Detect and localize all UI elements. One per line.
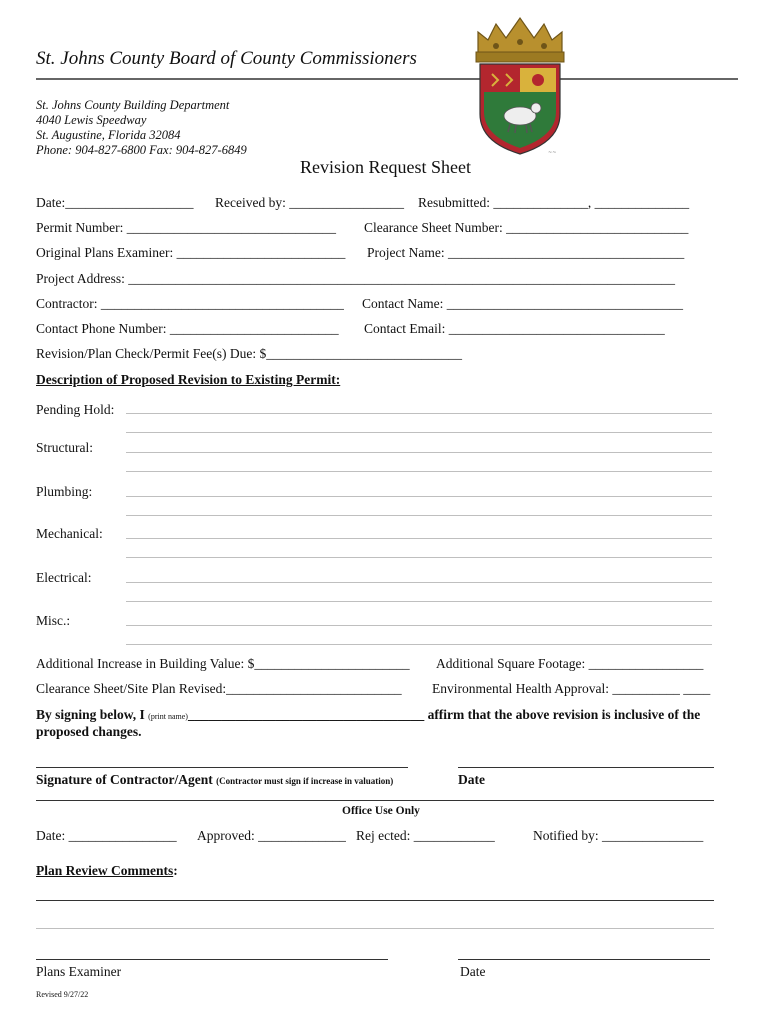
- category-plumbing: Plumbing:: [36, 484, 93, 499]
- category-electrical: Electrical:: [36, 570, 92, 585]
- description-heading: Description of Proposed Revision to Existing Permit:: [36, 372, 341, 387]
- misc-line-2[interactable]: [126, 644, 712, 645]
- address-line-2: 4040 Lewis Speedway: [36, 113, 147, 127]
- plan-review-line-2[interactable]: [36, 928, 714, 929]
- env-health-field[interactable]: Environmental Health Approval: __________ ____: [432, 681, 711, 696]
- notified-by-field[interactable]: Notified by: _______________: [533, 828, 704, 843]
- revised-date: Revised 9/27/22: [36, 990, 89, 999]
- rejected-field[interactable]: Rej ected: ____________: [356, 828, 495, 843]
- affirm-line-2: proposed changes.: [36, 724, 142, 739]
- category-mechanical: Mechanical:: [36, 526, 103, 541]
- original-plans-examiner-field[interactable]: Original Plans Examiner: _________________________: [36, 245, 346, 260]
- approved-field[interactable]: Approved: _____________: [197, 828, 346, 843]
- plumbing-line-1[interactable]: [126, 496, 712, 497]
- electrical-line-1[interactable]: [126, 582, 712, 583]
- plans-examiner-label: Plans Examiner: [36, 964, 122, 979]
- plan-review-heading: [36, 863, 178, 879]
- plans-examiner-line[interactable]: [36, 959, 388, 960]
- signature-date-label: Date: [458, 772, 485, 787]
- plans-examiner-date-line[interactable]: [458, 959, 710, 960]
- signature-label-group: [36, 772, 393, 788]
- category-structural: Structural:: [36, 440, 93, 455]
- structural-line-1[interactable]: [126, 452, 712, 453]
- affirm-lead: By signing below, I: [36, 707, 145, 722]
- print-name-field[interactable]: ___________________________________: [187, 707, 425, 722]
- project-name-field[interactable]: Project Name: ___________________________________: [367, 245, 685, 260]
- contact-email-field[interactable]: Contact Email: ________________________________: [364, 321, 665, 336]
- date-field[interactable]: Date:___________________: [36, 195, 194, 210]
- mechanical-line-1[interactable]: [126, 538, 712, 539]
- plan-review-colon: :: [173, 863, 178, 878]
- address-phone-fax: Phone: 904-827-6800 Fax: 904-827-6849: [36, 143, 247, 157]
- address-line-3: St. Augustine, Florida 32084: [36, 128, 181, 142]
- clearance-sheet-number-field[interactable]: Clearance Sheet Number: ___________________________: [364, 220, 689, 235]
- square-footage-field[interactable]: Additional Square Footage: _________________: [436, 656, 704, 671]
- contact-phone-field[interactable]: Contact Phone Number: _________________________: [36, 321, 339, 336]
- seal-caption: ~~: [548, 150, 557, 156]
- received-by-field[interactable]: Received by: _________________: [215, 195, 404, 210]
- fees-due-field[interactable]: Revision/Plan Check/Permit Fee(s) Due: $_____________________________: [36, 346, 462, 361]
- permit-number-field[interactable]: Permit Number: _______________________________: [36, 220, 336, 235]
- signature-line[interactable]: [36, 767, 408, 768]
- org-title: St. Johns County Board of County Commissioners: [36, 48, 417, 69]
- contact-name-field[interactable]: Contact Name: ___________________________________: [362, 296, 683, 311]
- misc-line-1[interactable]: [126, 625, 712, 626]
- contractor-field[interactable]: Contractor: ____________________________________: [36, 296, 344, 311]
- affirm-tail: affirm that the above revision is inclusive of the: [427, 707, 701, 722]
- header-rule: [36, 78, 738, 80]
- site-plan-revised-field[interactable]: Clearance Sheet/Site Plan Revised:__________________________: [36, 681, 402, 696]
- building-value-field[interactable]: Additional Increase in Building Value: $_______________________: [36, 656, 410, 671]
- form-title: Revision Request Sheet: [300, 157, 471, 177]
- print-name-hint: (print name): [148, 712, 188, 721]
- resubmitted-field[interactable]: Resubmitted: ______________, ______________: [418, 195, 690, 210]
- electrical-line-2[interactable]: [126, 601, 712, 602]
- mechanical-line-2[interactable]: [126, 557, 712, 558]
- category-pending-hold: Pending Hold:: [36, 402, 115, 417]
- signature-label: Signature of Contractor/Agent: [36, 772, 213, 787]
- category-misc: Misc.:: [36, 613, 71, 628]
- office-divider: [36, 800, 714, 801]
- structural-line-2[interactable]: [126, 471, 712, 472]
- office-use-heading: Office Use Only: [342, 805, 420, 817]
- plan-review-heading-text: Plan Review Comments: [36, 863, 174, 878]
- affirm-statement: [36, 707, 700, 723]
- pending-hold-line-1[interactable]: [126, 413, 712, 414]
- pending-hold-line-2[interactable]: [126, 432, 712, 433]
- plumbing-line-2[interactable]: [126, 515, 712, 516]
- plan-review-line-1[interactable]: [36, 900, 714, 901]
- signature-date-line[interactable]: [458, 767, 714, 768]
- office-date-field[interactable]: Date: ________________: [36, 828, 177, 843]
- signature-note: (Contractor must sign if increase in valuation): [216, 776, 394, 786]
- address-line-1: St. Johns County Building Department: [36, 98, 230, 112]
- plans-examiner-date-label: Date: [460, 964, 486, 979]
- county-seal-icon: [470, 14, 570, 159]
- project-address-field[interactable]: Project Address: _________________________________________________________________________________: [36, 271, 675, 286]
